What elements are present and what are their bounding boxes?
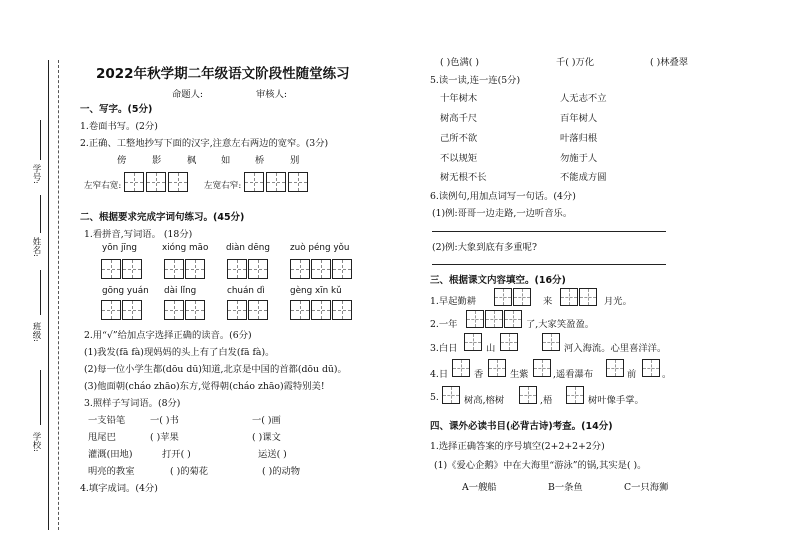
writing-box[interactable] [244,172,264,192]
s3-1-text-b: 来 [543,296,553,307]
fill-box[interactable] [485,310,503,328]
student-number-field[interactable] [40,120,41,160]
q3-r4-c1: 明亮的教室 [88,466,135,477]
s3-4-text-b: 香 [474,369,484,380]
school-field[interactable] [40,370,41,425]
reviewer-label: 审核人: [256,89,288,100]
writing-box[interactable] [124,172,144,192]
binding-dashed-line [58,60,59,530]
s4-question-1: 1.选择正确答案的序号填空(2+2+2+2分) [430,441,605,452]
q6-example-1: (1)例:哥哥一边走路,一边听音乐。 [432,208,573,219]
pinyin-1: yōn jīng [102,243,138,253]
fill-box[interactable] [500,333,518,351]
match-right-5[interactable]: 不能成方圆 [560,172,607,183]
writing-box[interactable] [101,300,121,320]
fill-box[interactable] [519,386,537,404]
q3-r3-c1: 灌溉(田地) [88,449,133,460]
q6-example-2: (2)例:大象到底有多重呢? [432,242,537,253]
fill-box[interactable] [442,386,460,404]
fill-box[interactable] [542,333,560,351]
s3-4-text-a: 4.日 [430,369,449,380]
name-field[interactable] [40,195,41,233]
option-c[interactable]: C一只海狮 [624,482,669,493]
writing-box[interactable] [332,259,352,279]
q3-r1-c2: 一( )书 [150,415,179,426]
page-title: 2022年秋学期二年级语文阶段性随堂练习 [96,66,350,82]
writing-box[interactable] [311,300,331,320]
answer-line[interactable] [432,231,666,232]
pinyin-5: gōng yuán [102,286,149,296]
q4-idiom-1: ( )色满( ) [440,57,480,68]
fill-box[interactable] [464,333,482,351]
writing-box[interactable] [311,259,331,279]
q3-r3-c2: 打开( ) [162,449,191,460]
match-left-2[interactable]: 树高千尺 [440,113,478,124]
fill-box[interactable] [642,359,660,377]
match-left-3[interactable]: 己所不欲 [440,133,478,144]
s2-question-1: 1.看拼音,写词语。 (18分) [84,229,193,240]
q4-idiom-3: ( )林叠翠 [650,57,689,68]
writing-box[interactable] [290,259,310,279]
s2-question-2: 2.用“√”给加点字选择正确的读音。(6分) [84,330,252,341]
author-label: 命题人: [172,89,204,100]
student-number-label: 学号: [31,164,41,184]
s3-5-text-d: 树叶像手掌。 [588,395,644,406]
q3-r2-c2: ( )苹果 [150,432,179,443]
s1-question-2: 2.正确、工整地抄写下面的汉字,注意左右两边的宽窄。(3分) [80,138,329,149]
wide-narrow-label: 左宽右窄: [204,181,242,191]
match-right-1[interactable]: 人无志不立 [560,93,607,104]
s3-1-text-c: 月光。 [604,296,632,307]
writing-box[interactable] [164,300,184,320]
q3-r1-c1: 一支铅笔 [88,415,126,426]
match-left-5[interactable]: 树无根不长 [440,172,487,183]
pinyin-4: zuò péng yǒu [290,243,350,253]
char-4: 如 [221,155,231,166]
writing-box[interactable] [185,259,205,279]
q3-r3-c3: 运送( ) [258,449,287,460]
fill-box[interactable] [494,288,512,306]
q2-item-1: (1)我发(fā fà)现妈妈的头上有了白发(fā fà)。 [84,347,275,358]
s3-2-text-a: 2.一年 [430,319,458,330]
s3-4-text-f: 。 [662,369,672,380]
name-label: 姓名: [31,237,41,257]
writing-box[interactable] [288,172,308,192]
q4-idiom-2: 千( )万化 [556,57,595,68]
pinyin-3: diàn dēng [226,243,270,253]
writing-box[interactable] [101,259,121,279]
pinyin-6: dài lǐng [164,286,197,296]
s3-5-text-b: 树高,榕树 [464,395,505,406]
narrow-wide-label: 左窄右宽: [84,181,122,191]
q3-r1-c3: 一( )画 [252,415,281,426]
writing-box[interactable] [248,259,268,279]
class-field[interactable] [40,270,41,315]
writing-box[interactable] [122,259,142,279]
pinyin-7: chuán dì [227,286,265,296]
q5-heading: 5.读一读,连一连(5分) [430,75,521,86]
writing-box[interactable] [248,300,268,320]
option-b[interactable]: B一条鱼 [548,482,583,493]
char-6: 别 [290,155,300,166]
s3-5-text-c: ,梧 [540,395,553,406]
section-4-heading: 四、课外必读书目(必背古诗)考查。(14分) [430,421,613,432]
pinyin-8: gèng xīn kǔ [290,286,342,296]
s3-5-text-a: 5. [430,392,439,403]
section-3-heading: 三、根据课文内容填空。(16分) [430,275,566,286]
section-1-heading: 一、写字。(5分) [80,104,153,115]
match-left-4[interactable]: 不以规矩 [440,153,478,164]
binding-line [48,60,49,530]
option-a[interactable]: A一艘船 [462,482,497,493]
school-label: 学校: [31,432,41,452]
s3-3-text-a: 3.白日 [430,343,458,354]
fill-box[interactable] [513,288,531,306]
s2-question-4: 4.填字成词。(4分) [80,483,158,494]
q3-r2-c3: ( )课文 [252,432,281,443]
writing-box[interactable] [266,172,286,192]
q3-r2-c1: 甩尾巴 [88,432,116,443]
writing-box[interactable] [168,172,188,192]
writing-box[interactable] [332,300,352,320]
fill-box[interactable] [566,386,584,404]
fill-box[interactable] [579,288,597,306]
s3-1-text-a: 1.早起勤耕 [430,296,477,307]
fill-box[interactable] [488,359,506,377]
char-3: 枫 [187,155,197,166]
writing-box[interactable] [290,300,310,320]
char-1: 傍 [117,155,127,166]
q3-r4-c2: ( )的菊花 [170,466,209,477]
answer-line[interactable] [432,264,666,265]
fill-box[interactable] [560,288,578,306]
s2-question-3: 3.照样子写词语。(8分) [84,398,181,409]
class-label: 班级: [31,322,41,342]
s1-question-1: 1.卷面书写。(2分) [80,121,158,132]
match-right-4[interactable]: 勿施于人 [560,153,598,164]
s3-4-text-d: ,遥看瀑布 [553,369,594,380]
match-right-3[interactable]: 叶落归根 [560,133,598,144]
s3-3-text-c: 河入海流。心里喜洋洋。 [564,343,667,354]
s4-question-1-1: (1)《爱心企鹅》中在大海里“游泳”的锅,其实是( )。 [434,460,647,471]
fill-box[interactable] [466,310,484,328]
fill-box[interactable] [452,359,470,377]
q6-heading: 6.读例句,用加点词写一句话。(4分) [430,191,576,202]
writing-box[interactable] [122,300,142,320]
writing-box[interactable] [164,259,184,279]
writing-box[interactable] [146,172,166,192]
pinyin-2: xióng māo [162,243,209,253]
char-5: 桥 [255,155,265,166]
fill-box[interactable] [533,359,551,377]
writing-box[interactable] [185,300,205,320]
writing-box[interactable] [227,300,247,320]
s3-4-text-e: 前 [627,369,637,380]
section-2-heading: 二、根据要求完成字词句练习。(45分) [80,212,245,223]
match-right-2[interactable]: 百年树人 [560,113,598,124]
match-left-1[interactable]: 十年树木 [440,93,478,104]
fill-box[interactable] [504,310,522,328]
s3-4-text-c: 生紫 [510,369,529,380]
writing-box[interactable] [227,259,247,279]
q2-item-3: (3)他面朝(cháo zhāo)东方,觉得朝(cháo zhāo)霞特别美! [84,381,325,392]
s3-2-text-b: 了,大家笑盈盈。 [526,319,595,330]
q2-item-2: (2)每一位小学生都(dōu dū)知道,北京是中国的首都(dōu dū)。 [84,364,347,375]
fill-box[interactable] [606,359,624,377]
char-2: 影 [152,155,162,166]
s3-3-text-b: 山 [486,343,496,354]
q3-r4-c3: ( )的动物 [262,466,301,477]
